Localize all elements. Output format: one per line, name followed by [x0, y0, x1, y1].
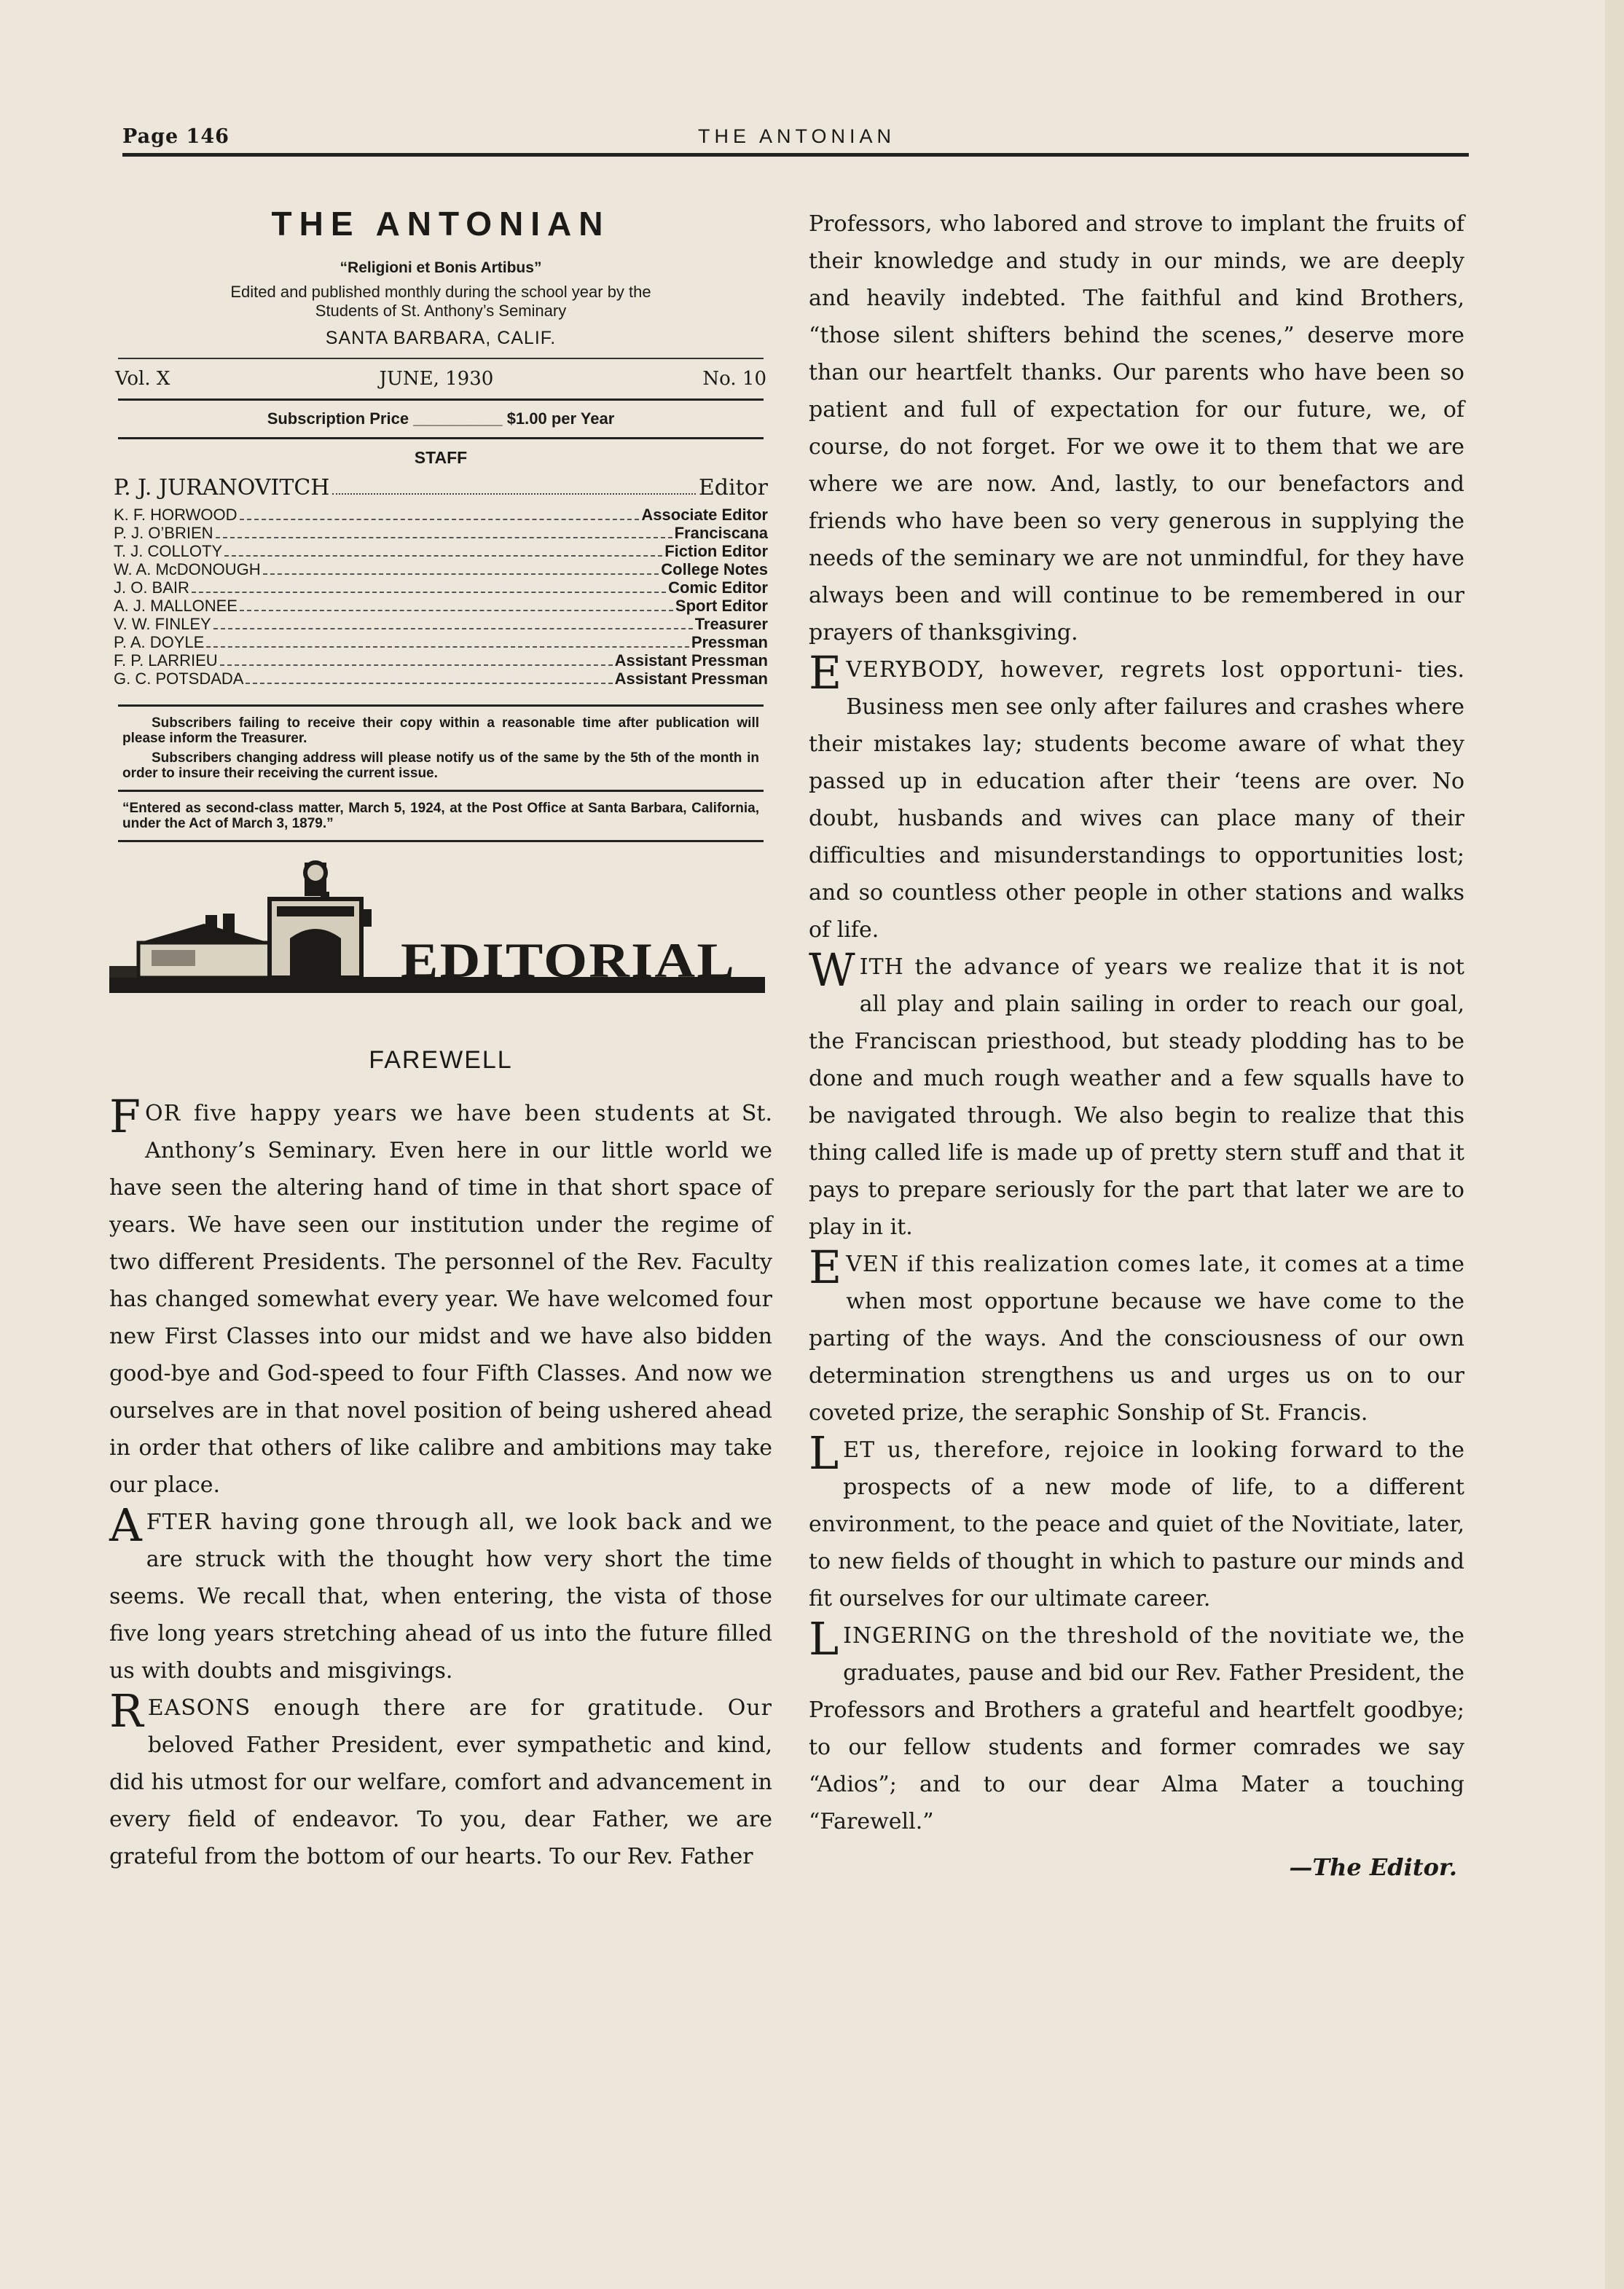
- divider: [118, 437, 764, 439]
- staff-role: Pressman: [691, 633, 768, 651]
- paragraph-text: Professors, who labored and strove to implant the fruits of their knowledge and study in our minds, we are deeply and heavily indebted. The faithful and kind Brothers, “those silent shifters behind the scenes,” deserve more than our heartfelt thanks. Our parents who have been so patient and full of expectation for our future, we, of course, do not forget. For we owe it to them that we are where we are now. And, lastly, to our benefactors and friends who have been so very generous in supplying the needs of the seminary we are not unmindful, for they have always been and will continue to be remembered in our prayers of thanksgiving.: [809, 211, 1464, 645]
- staff-row: [114, 543, 768, 561]
- paragraph: [809, 1426, 1464, 1617]
- staff-role: Fiction Editor: [664, 542, 768, 560]
- paragraph: [109, 1684, 772, 1875]
- editor-role: Editor: [698, 475, 768, 500]
- left-column: [109, 175, 772, 1875]
- paragraph-lead: VEN if this realization comes late, it comes: [846, 1252, 1359, 1277]
- paragraph: [809, 1241, 1464, 1432]
- signature: —The Editor.: [1289, 1853, 1457, 1881]
- article-title: FAREWELL: [369, 1046, 513, 1074]
- paragraph-text: and we are struck with the thought how very short the time seems. We recall that, when entering, the vista of those five long years stretching ahead of us into the future filled us with doubts and misgivings.: [109, 1509, 772, 1684]
- subscriber-notice-1: Subscribers failing to receive their copy within a reasonable time after publication will please inform the Treasurer.: [122, 715, 759, 746]
- leader-dashes: [206, 646, 689, 648]
- staff-row: [114, 579, 768, 597]
- staff-role: Franciscana: [674, 524, 768, 542]
- staff-name: W. A. McDONOUGH: [114, 560, 261, 578]
- staff-role: College Notes: [661, 560, 768, 578]
- drop-cap: E: [809, 646, 842, 699]
- staff-row: [114, 616, 768, 634]
- drop-cap: F: [109, 1090, 141, 1143]
- leader-dashes: [263, 573, 659, 575]
- staff-name: V. W. FINLEY: [114, 615, 211, 633]
- publisher-line: [109, 283, 772, 321]
- staff-row: [114, 561, 768, 579]
- staff-row: [114, 525, 768, 543]
- drop-cap: L: [809, 1426, 839, 1480]
- masthead-title: THE ANTONIAN: [271, 205, 611, 243]
- staff-name: J. O. BAIR: [114, 578, 189, 597]
- staff-row: [114, 597, 768, 616]
- page-edge: [1605, 0, 1624, 2289]
- paragraph-text: we, the graduates, pause and bid our Rev. Father President, the Professors and Brothers a grateful and heartfelt goodbye; to our fellow students and former comrades we say “Adios”; and to our dear Alma Mater a touching “Farewell.”: [809, 1623, 1464, 1834]
- editorial-banner: [109, 857, 772, 1024]
- staff-list: [109, 506, 772, 688]
- staff-role: Assistant Pressman: [614, 651, 768, 670]
- paragraph: [109, 1090, 772, 1504]
- staff-name: A. J. MALLONEE: [114, 597, 238, 615]
- staff-name: T. J. COLLOTY: [114, 542, 223, 560]
- editor-row: [114, 475, 768, 500]
- paragraph: [809, 646, 1464, 949]
- staff-name: P. J. O’BRIEN: [114, 524, 213, 542]
- paragraph-text: is not all play and plain sailing in order to reach our goal, the Franciscan priesthood, but steady plodding has to be done and much rough weather and a few squalls have to be navigated through. We also begin to realize that this thing called life is made up of pretty stern stuff and that it pays to prepare seriously for the part that later we are to play in it.: [809, 954, 1464, 1240]
- paragraph: [809, 943, 1464, 1246]
- subscription-label: Subscription Price: [267, 409, 409, 428]
- paragraph-lead: ET us, therefore, rejoice in looking forward: [843, 1437, 1384, 1463]
- staff-name: P. A. DOYLE: [114, 633, 205, 651]
- staff-role: Associate Editor: [641, 506, 768, 524]
- divider: [118, 398, 764, 401]
- publisher-line-1: Edited and published monthly during the school year by the: [230, 283, 651, 301]
- masthead: [109, 204, 772, 349]
- paragraph-lead: OR five happy years we have been students: [145, 1101, 696, 1126]
- editor-name: P. J. JURANOVITCH: [114, 475, 330, 500]
- right-column: [809, 205, 1464, 1881]
- subscription-row: [109, 409, 772, 428]
- running-header: [122, 125, 1469, 154]
- paragraph-lead: VERYBODY, however, regrets lost opportuni-: [846, 657, 1403, 683]
- leader-dashes: [246, 683, 612, 684]
- volume: Vol. X: [115, 368, 170, 390]
- postal-entry-notice: “Entered as second-class matter, March 5, 1924, at the Post Office at Santa Barbara, California, under the Act of March 3, 1879.”: [122, 801, 759, 831]
- issue-number: No. 10: [702, 368, 766, 390]
- staff-role: Treasurer: [694, 615, 768, 633]
- divider: [118, 704, 764, 707]
- article-body-left: [109, 1090, 772, 1875]
- paragraph: [809, 1612, 1464, 1840]
- drop-cap: E: [809, 1241, 842, 1294]
- staff-row: [114, 634, 768, 652]
- staff-row: [114, 652, 768, 670]
- leader-dashes: [240, 610, 673, 611]
- paragraph-text: ties. Business men see only after failures and crashes where their mistakes lay; students become aware of what they passed up in education after their ‘teens are over. No doubt, husbands and wives can place many of their difficulties and misunderstandings to opportunities lost; and so countless other people in other stations and walks of life.: [809, 657, 1464, 943]
- leader-dashes: [240, 519, 640, 520]
- paragraph-text: to the prospects of a new mode of life, to a different environment, to the peace and quiet of the Novitiate, later, to new fields of thought in which to pasture our minds and fit ourselves for our ultimate career.: [809, 1437, 1464, 1611]
- paragraph: [809, 205, 1464, 651]
- page-number: Page 146: [122, 125, 230, 148]
- paragraph-lead: INGERING on the threshold of the novitiate: [843, 1623, 1373, 1649]
- paragraph-lead: EASONS enough there are for gratitude. Our: [147, 1695, 772, 1721]
- paragraph-text: at a time when most opportune because we have come to the parting of the ways. And the consciousness of our own determination strengthens us and urges us on to our coveted prize, the seraphic Sonship of St. Francis.: [809, 1252, 1464, 1426]
- publication-place: SANTA BARBARA, CALIF.: [325, 328, 557, 348]
- staff-name: G. C. POTSDADA: [114, 670, 244, 688]
- staff-name: F. P. LARRIEU: [114, 651, 218, 670]
- paragraph-lead: FTER having gone through all, we look back: [146, 1509, 683, 1535]
- subscriber-notice-2: Subscribers changing address will please notify us of the same by the 5th of the month in order to insure their receiving the current issue.: [122, 750, 759, 781]
- subscription-price: $1.00 per Year: [506, 409, 615, 428]
- banner-text: EDITORIAL: [401, 933, 736, 988]
- issue-date: JUNE, 1930: [379, 368, 494, 390]
- subscription-dashes: __________: [413, 409, 503, 428]
- staff-row: [114, 506, 768, 525]
- paragraph-text: at St. Anthony’s Seminary. Even here in our little world we have seen the altering hand of time in that short space of years. We have seen our institution under the regime of two different Presidents. The personnel of the Rev. Faculty has changed somewhat every year. We have welcomed four new First Classes into our midst and we have also bidden good-bye and God-speed to four Fifth Classes. And now we ourselves are in that novel position of being ushered ahead in order that others of like calibre and ambitions may take our place.: [109, 1101, 772, 1498]
- drop-cap: A: [109, 1499, 142, 1552]
- mission-illustration: [109, 857, 765, 1024]
- leader-dashes: [220, 664, 613, 666]
- leader-dashes: [224, 555, 662, 557]
- masthead-motto: “Religioni et Bonis Artibus”: [340, 259, 542, 276]
- header-rule: [122, 153, 1469, 157]
- staff-role: Comic Editor: [668, 578, 768, 597]
- drop-cap: L: [809, 1612, 839, 1665]
- drop-cap: R: [109, 1684, 144, 1738]
- paragraph-text: beloved Father President, ever sympathetic and kind, did his utmost for our welfare, comfort and advancement in every field of endeavor. To you, dear Father, we are grateful from the bottom of our hearts. To our Rev. Father: [109, 1732, 772, 1869]
- paragraph: [109, 1499, 772, 1689]
- running-title: THE ANTONIAN: [698, 125, 896, 147]
- leader-dashes: [192, 592, 666, 593]
- drop-cap: W: [809, 943, 855, 997]
- divider: [118, 790, 764, 792]
- divider: [118, 840, 764, 842]
- publisher-line-2: Students of St. Anthony’s Seminary: [315, 302, 567, 320]
- staff-role: Sport Editor: [675, 597, 768, 615]
- volume-row: [109, 368, 772, 390]
- leader-dashes: [216, 537, 672, 538]
- leader-dashes: [213, 628, 693, 629]
- leader-dots: [332, 493, 695, 495]
- paragraph-lead: ITH the advance of years we realize that it: [859, 954, 1390, 980]
- staff-name: K. F. HORWOOD: [114, 506, 238, 524]
- staff-row: [114, 670, 768, 688]
- staff-heading: STAFF: [414, 448, 468, 467]
- divider: [118, 358, 764, 359]
- staff-role: Assistant Pressman: [614, 670, 768, 688]
